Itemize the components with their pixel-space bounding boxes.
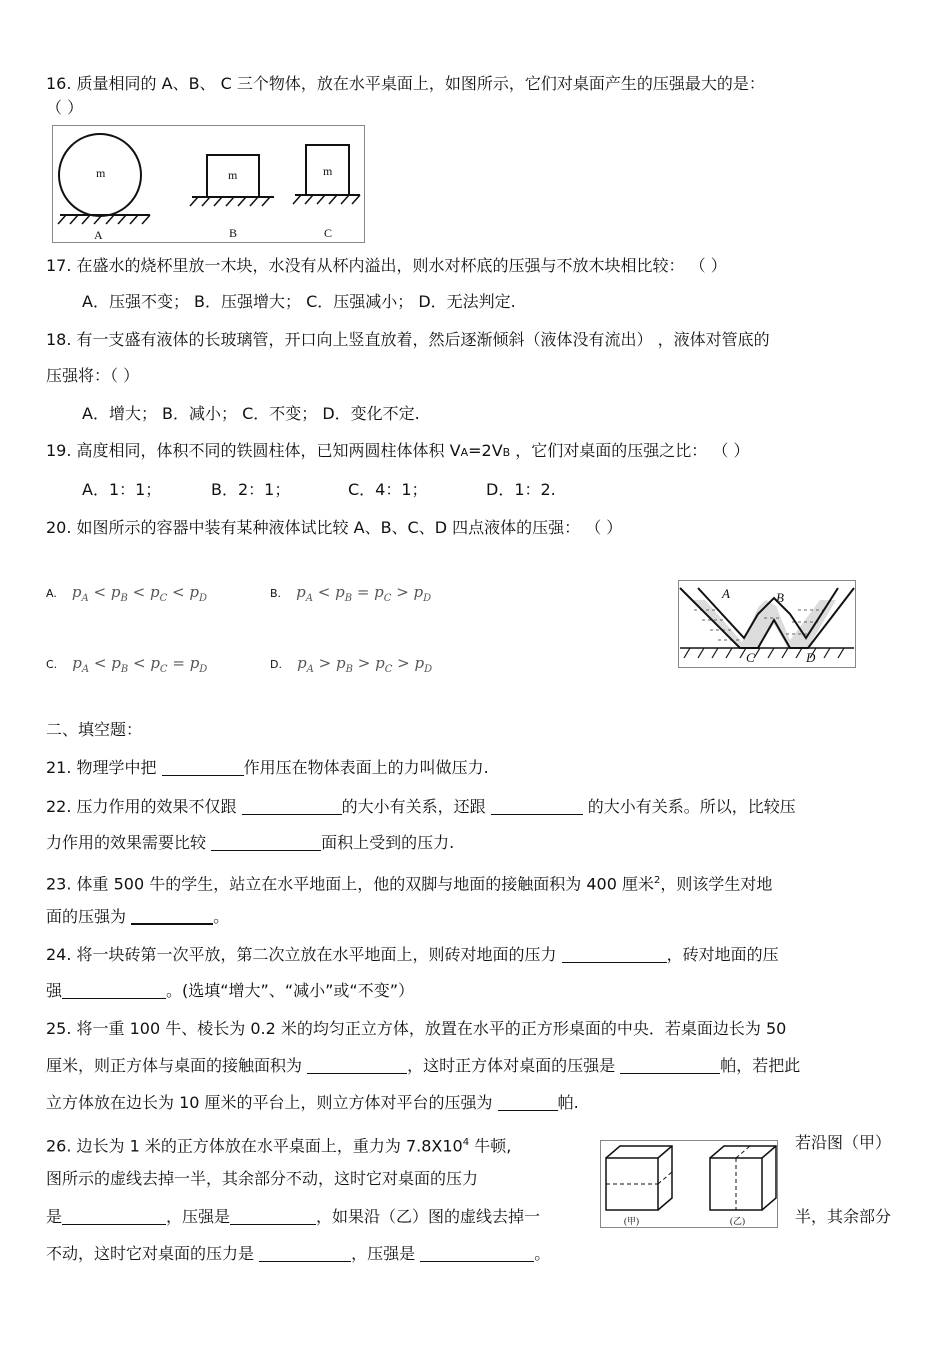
q21-stem: 21. 物理学中把 作用压在物体表面上的力叫做压力.: [46, 758, 489, 777]
q24-blank-1[interactable]: [562, 946, 667, 963]
q19-option-c: C．4：1；: [348, 480, 428, 499]
q21-blank[interactable]: [162, 759, 244, 776]
q26-stem-right3: 半，其余部分: [795, 1207, 892, 1226]
q22-blank-3[interactable]: [211, 834, 321, 851]
point-a: A: [722, 586, 730, 601]
q23-stem: 23. 体重 500 牛的学生，站立在水平地面上，他的双脚与地面的接触面积为 400 厘米$^2$，则该学生对地: [46, 874, 773, 894]
q22-stem: 22. 压力作用的效果不仅跟 的大小有关系，还跟 的大小有关系。所以，比较压: [46, 797, 796, 816]
q22-blank-2[interactable]: [491, 798, 583, 815]
q25-blank-1[interactable]: [307, 1057, 407, 1074]
q17-stem: 17. 在盛水的烧杯里放一木块，水没有从杯内溢出，则水对杯底的压强与不放木块相比较： （ ）: [46, 256, 727, 275]
block-b-mass: m: [228, 168, 238, 182]
q26-blank-3[interactable]: [259, 1245, 351, 1262]
q23-blank[interactable]: [131, 907, 213, 925]
cube-jia: [606, 1146, 672, 1210]
q24-blank-2[interactable]: [62, 982, 166, 999]
q25-stem-line2: 厘米，则正方体与桌面的接触面积为 ，这时正方体对桌面的压强是 帕，若把此: [46, 1056, 801, 1075]
block-c-mass: m: [323, 164, 333, 178]
q22-blank-1[interactable]: [242, 798, 342, 815]
q20-option-c: C. $p_A < p_B < p_C = p_D$: [46, 654, 208, 675]
q16-stem: 16. 质量相同的 A、B、 C 三个物体，放在水平桌面上，如图所示，它们对桌面产生的压强最大的是：: [46, 74, 765, 93]
q26-stem-line3: 是 ，压强是 ，如果沿（乙）图的虚线去掉一: [46, 1207, 541, 1226]
q26-stem-line4: 不动，这时它对桌面的压力是 ，压强是 。: [46, 1244, 551, 1263]
q25-stem: 25. 将一重 100 牛、棱长为 0.2 米的均匀正立方体，放置在水平的正方形桌面的中央．若桌面边长为 50: [46, 1019, 787, 1038]
q18-stem: 18. 有一支盛有液体的长玻璃管，开口向上竖直放着，然后逐渐倾斜（液体没有流出） ，液体对管底的: [46, 330, 770, 349]
q26-blank-2[interactable]: [230, 1208, 316, 1225]
q20-container-figure: [678, 580, 856, 668]
label-c: C: [324, 226, 333, 240]
q17-options: A．压强不变； B．压强增大； C．压强减小； D．无法判定.: [82, 292, 516, 311]
point-c: C: [746, 650, 755, 665]
point-d: D: [806, 650, 816, 665]
q19-option-b: B．2：1；: [211, 480, 291, 499]
q20-stem: 20. 如图所示的容器中装有某种液体试比较 A、B、C、D 四点液体的压强： （ ）: [46, 518, 623, 537]
q25-blank-2[interactable]: [620, 1057, 720, 1074]
section-fill-in-title: 二、填空题：: [46, 720, 143, 739]
q24-stem-cont: 强 。(选填“增大”、“减小”或“不变”）: [46, 981, 414, 1000]
q26-blank-1[interactable]: [62, 1208, 166, 1225]
q25-blank-3[interactable]: [498, 1094, 558, 1111]
q20-option-d: D. $p_A > p_B > p_C > p_D$: [270, 654, 433, 675]
q19-option-a: A．1：1；: [82, 480, 162, 499]
ball-a-mass: m: [96, 166, 106, 180]
q26-stem-right1: 若沿图（甲）: [795, 1133, 892, 1152]
label-a: A: [94, 228, 103, 242]
q25-stem-line3: 立方体放在边长为 10 厘米的平台上，则立方体对平台的压强为 帕.: [46, 1093, 579, 1112]
label-yi: (乙): [730, 1216, 745, 1226]
q26-blank-4[interactable]: [420, 1245, 534, 1262]
q23-stem-cont: 面的压强为 。: [46, 907, 230, 926]
q16-figure: [52, 125, 365, 243]
q19-option-d: D．1：2.: [486, 480, 556, 499]
label-b: B: [229, 226, 238, 240]
cube-yi: [710, 1146, 776, 1210]
q20-option-a: A. $p_A < p_B < p_C < p_D$: [46, 583, 207, 604]
q16-answer-bracket: （ ）: [46, 98, 84, 117]
q18-options: A．增大； B．减小； C．不变； D．变化不定.: [82, 404, 420, 423]
q26-stem-line2: 图所示的虚线去掉一半，其余部分不动，这时它对桌面的压力: [46, 1169, 479, 1188]
q26-cube-figure: [600, 1140, 778, 1228]
q20-option-b: B. $p_A < p_B = p_C > p_D$: [270, 583, 432, 604]
q19-stem: 19. 高度相同，体积不同的铁圆柱体，已知两圆柱体体积 VA=2VB ，它们对桌面的压强之比： （ ）: [46, 441, 750, 460]
label-jia: (甲): [624, 1216, 639, 1226]
point-b: B: [776, 590, 784, 605]
q26-stem: 26. 边长为 1 米的正方体放在水平桌面上，重力为 $7.8X10^4$ 牛顿,: [46, 1136, 512, 1156]
q18-stem-cont: 压强将：（ ）: [46, 366, 140, 385]
q22-stem-cont: 力作用的效果需要比较 面积上受到的压力.: [46, 833, 455, 852]
q24-stem: 24. 将一块砖第一次平放，第二次立放在水平地面上，则砖对地面的压力 ，砖对地面的压: [46, 945, 779, 964]
